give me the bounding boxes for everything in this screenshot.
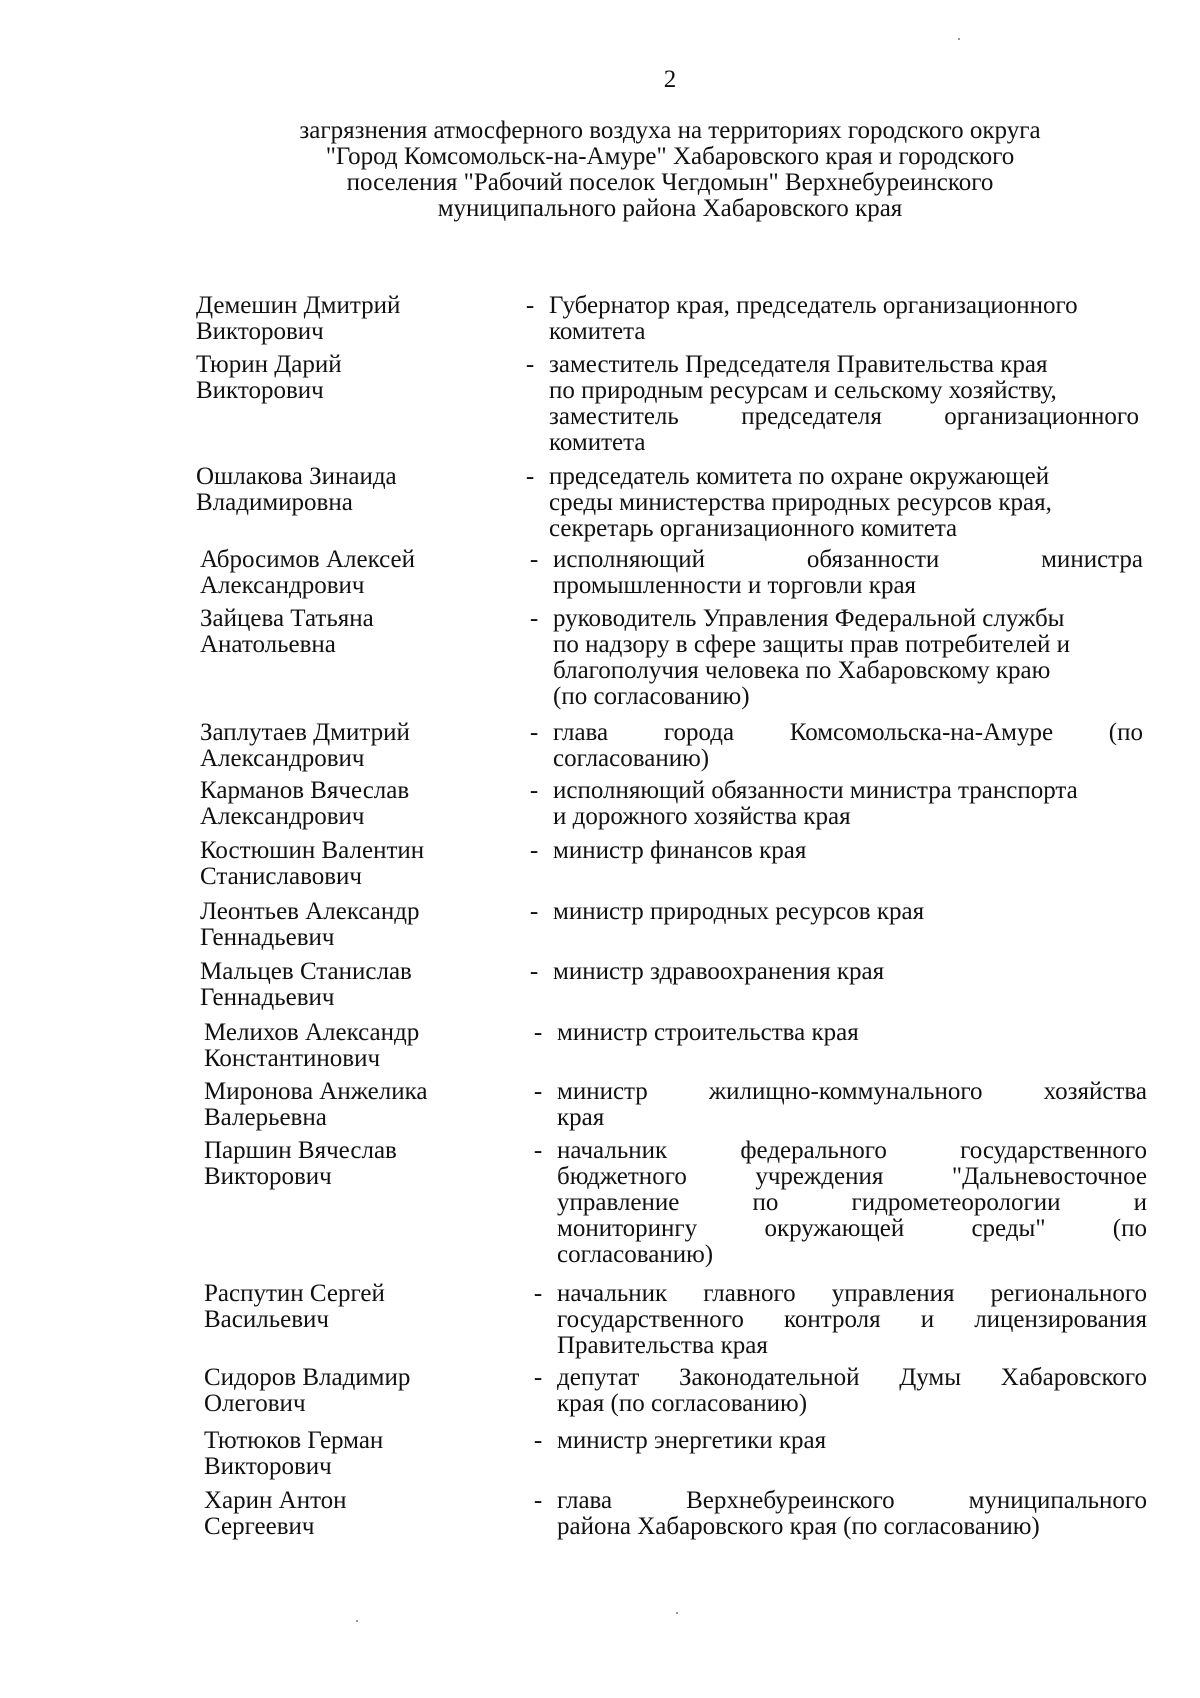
scan-speck	[676, 1612, 678, 1614]
committee-member-row	[200, 838, 1143, 890]
committee-member-row	[200, 606, 1143, 710]
member-name	[196, 464, 511, 516]
member-dash: -	[533, 1427, 543, 1454]
member-role-line: глава Верхнебуреинского муниципального	[557, 1487, 1147, 1514]
committee-member-row	[204, 1365, 1147, 1417]
member-role-line: Губернатор края, председатель организационного	[549, 292, 1078, 319]
member-dash: -	[525, 351, 535, 378]
member-role-line: среды министерства природных ресурсов края,	[549, 489, 1052, 516]
member-role	[557, 1079, 1147, 1131]
member-role-line: заместитель председателя организационного	[549, 403, 1139, 430]
member-role-line: (по согласованию)	[553, 683, 750, 710]
document-title	[210, 118, 1130, 222]
member-name	[200, 838, 515, 890]
title-line: муниципального района Хабаровского края	[437, 195, 903, 222]
member-role-line: края (по согласованию)	[557, 1390, 808, 1417]
member-name-line: Миронова Анжелика	[204, 1078, 428, 1105]
member-dash: -	[529, 837, 539, 864]
member-role	[557, 1020, 1147, 1046]
member-role-line: заместитель Председателя Правительства края	[549, 351, 1048, 378]
member-name-line: Александрович	[200, 572, 365, 599]
member-name-line: Заплутаев Дмитрий	[200, 719, 410, 746]
member-role-line: исполняющий обязанности министра транспорта	[553, 777, 1078, 804]
member-role-line: исполняющий обязанности министра	[553, 546, 1143, 573]
page-number: 2	[663, 66, 677, 93]
member-name	[200, 547, 515, 599]
member-role-line: района Хабаровского края (по согласованию)	[557, 1513, 1040, 1540]
committee-member-row	[200, 778, 1143, 830]
member-name-line: Валерьевна	[204, 1104, 327, 1131]
committee-member-row	[204, 1138, 1147, 1268]
scan-speck	[958, 38, 960, 40]
member-role-line: министр природных ресурсов края	[553, 898, 925, 925]
member-name-line: Абросимов Алексей	[200, 546, 416, 573]
member-role	[557, 1488, 1147, 1540]
member-role-line: министр финансов края	[553, 837, 807, 864]
committee-member-row	[196, 352, 1139, 456]
member-dash: -	[533, 1019, 543, 1046]
member-role-line: по надзору в сфере защиты прав потребителей и	[553, 631, 1071, 658]
member-name-line: Станиславович	[200, 863, 362, 890]
member-role	[549, 293, 1139, 345]
member-name-line: Владимировна	[196, 489, 353, 516]
member-name-line: Сидоров Владимир	[204, 1364, 411, 1391]
member-role-line: министр здравоохранения края	[553, 958, 885, 985]
member-name-line: Костюшин Валентин	[200, 837, 425, 864]
title-line: "Город Комсомольск-на-Амуре" Хабаровского края и городского	[325, 143, 1015, 170]
member-name	[204, 1079, 519, 1131]
member-dash: -	[529, 898, 539, 925]
member-role-line: министр жилищно-коммунального хозяйства	[557, 1078, 1147, 1105]
member-role-line: по природным ресурсам и сельскому хозяйству,	[549, 377, 1057, 404]
member-name-line: Александрович	[200, 803, 365, 830]
member-name	[204, 1488, 519, 1540]
member-role-line: руководитель Управления Федеральной службы	[553, 605, 1065, 632]
member-role-line: и дорожного хозяйства края	[553, 803, 851, 830]
committee-member-row	[200, 959, 1143, 1011]
member-role	[553, 838, 1143, 864]
committee-member-row	[204, 1428, 1147, 1480]
member-role-line: бюджетного учреждения "Дальневосточное	[557, 1163, 1147, 1190]
committee-member-row	[196, 464, 1139, 542]
member-name-line: Викторович	[196, 377, 324, 404]
member-role-line: промышленности и торговли края	[553, 572, 917, 599]
member-role-line: председатель комитета по охране окружающей	[549, 463, 1050, 490]
member-name-line: Мелихов Александр	[204, 1019, 420, 1046]
member-name-line: Зайцева Татьяна	[200, 605, 374, 632]
committee-member-row	[200, 899, 1143, 951]
member-role	[553, 606, 1143, 710]
committee-member-row	[204, 1488, 1147, 1540]
member-name-line: Александрович	[200, 745, 365, 772]
member-name-line: Тюрин Дарий	[196, 351, 342, 378]
member-name-line: Ошлакова Зинаида	[196, 463, 397, 490]
member-role-line: начальник федерального государственного	[557, 1137, 1147, 1164]
member-name	[204, 1138, 519, 1190]
member-role-line: секретарь организационного комитета	[549, 515, 958, 542]
member-name-line: Олегович	[204, 1390, 306, 1417]
member-role-line: государственного контроля и лицензирования	[557, 1306, 1147, 1333]
member-role-line: мониторингу окружающей среды" (по	[557, 1215, 1147, 1242]
committee-member-row	[196, 293, 1139, 345]
member-name	[196, 293, 511, 345]
member-name-line: Викторович	[204, 1163, 332, 1190]
member-name-line: Васильевич	[204, 1306, 329, 1333]
member-role	[557, 1428, 1147, 1454]
member-name	[204, 1365, 519, 1417]
member-role	[553, 959, 1143, 985]
member-name	[200, 959, 515, 1011]
member-role-line: глава города Комсомольска-на-Амуре (по	[553, 719, 1143, 746]
member-role-line: начальник главного управления регионального	[557, 1280, 1147, 1307]
member-role-line: министр энергетики края	[557, 1427, 827, 1454]
committee-member-row	[204, 1079, 1147, 1131]
member-name	[204, 1020, 519, 1072]
member-dash: -	[533, 1280, 543, 1307]
title-line: поселения "Рабочий поселок Чегдомын" Верхнебуреинского	[346, 169, 994, 196]
committee-member-row	[204, 1281, 1147, 1359]
member-role-line: депутат Законодательной Думы Хабаровского	[557, 1364, 1147, 1391]
member-role	[549, 464, 1139, 542]
member-role-line: согласованию)	[557, 1241, 714, 1268]
member-name-line: Константинович	[204, 1045, 381, 1072]
member-dash: -	[529, 719, 539, 746]
member-role	[553, 720, 1143, 772]
member-name-line: Мальцев Станислав	[200, 958, 412, 985]
member-name-line: Леонтьев Александр	[200, 898, 420, 925]
title-line: загрязнения атмосферного воздуха на территориях городского округа	[299, 117, 1041, 144]
member-name-line: Паршин Вячеслав	[204, 1137, 397, 1164]
member-name-line: Сергеевич	[204, 1513, 315, 1540]
member-dash: -	[533, 1078, 543, 1105]
member-role-line: Правительства края	[557, 1332, 768, 1359]
member-dash: -	[529, 605, 539, 632]
member-name	[200, 606, 515, 658]
committee-member-row	[200, 720, 1143, 772]
member-role-line: согласованию)	[553, 745, 710, 772]
member-name	[200, 778, 515, 830]
member-name-line: Харин Антон	[204, 1487, 347, 1514]
member-role	[553, 778, 1143, 830]
member-role	[557, 1365, 1147, 1417]
member-role-line: комитета	[549, 318, 646, 345]
member-dash: -	[529, 777, 539, 804]
member-name-line: Демешин Дмитрий	[196, 292, 401, 319]
member-role	[549, 352, 1139, 456]
member-name-line: Распутин Сергей	[204, 1280, 385, 1307]
member-role-line: края	[557, 1104, 605, 1131]
member-role	[557, 1281, 1147, 1359]
scan-speck	[356, 1620, 358, 1622]
member-dash: -	[525, 463, 535, 490]
committee-member-row	[204, 1020, 1147, 1072]
member-name-line: Геннадьевич	[200, 984, 335, 1011]
member-name-line: Викторович	[204, 1453, 332, 1480]
member-name	[200, 899, 515, 951]
member-name	[204, 1428, 519, 1480]
member-name	[200, 720, 515, 772]
member-name-line: Тютюков Герман	[204, 1427, 384, 1454]
member-role-line: комитета	[549, 429, 646, 456]
member-dash: -	[529, 546, 539, 573]
member-dash: -	[533, 1364, 543, 1391]
member-name	[196, 352, 511, 404]
member-name-line: Викторович	[196, 318, 324, 345]
member-role	[553, 547, 1143, 599]
member-role-line: благополучия человека по Хабаровскому краю	[553, 657, 1051, 684]
member-role-line: министр строительства края	[557, 1019, 859, 1046]
member-role	[553, 899, 1143, 925]
member-dash: -	[525, 292, 535, 319]
member-role	[557, 1138, 1147, 1268]
member-name	[204, 1281, 519, 1333]
member-dash: -	[529, 958, 539, 985]
member-name-line: Карманов Вячеслав	[200, 777, 410, 804]
member-name-line: Геннадьевич	[200, 924, 335, 951]
committee-member-row	[200, 547, 1143, 599]
member-name-line: Анатольевна	[200, 631, 336, 658]
member-role-line: управление по гидрометеорологии и	[557, 1189, 1147, 1216]
member-dash: -	[533, 1487, 543, 1514]
member-dash: -	[533, 1137, 543, 1164]
